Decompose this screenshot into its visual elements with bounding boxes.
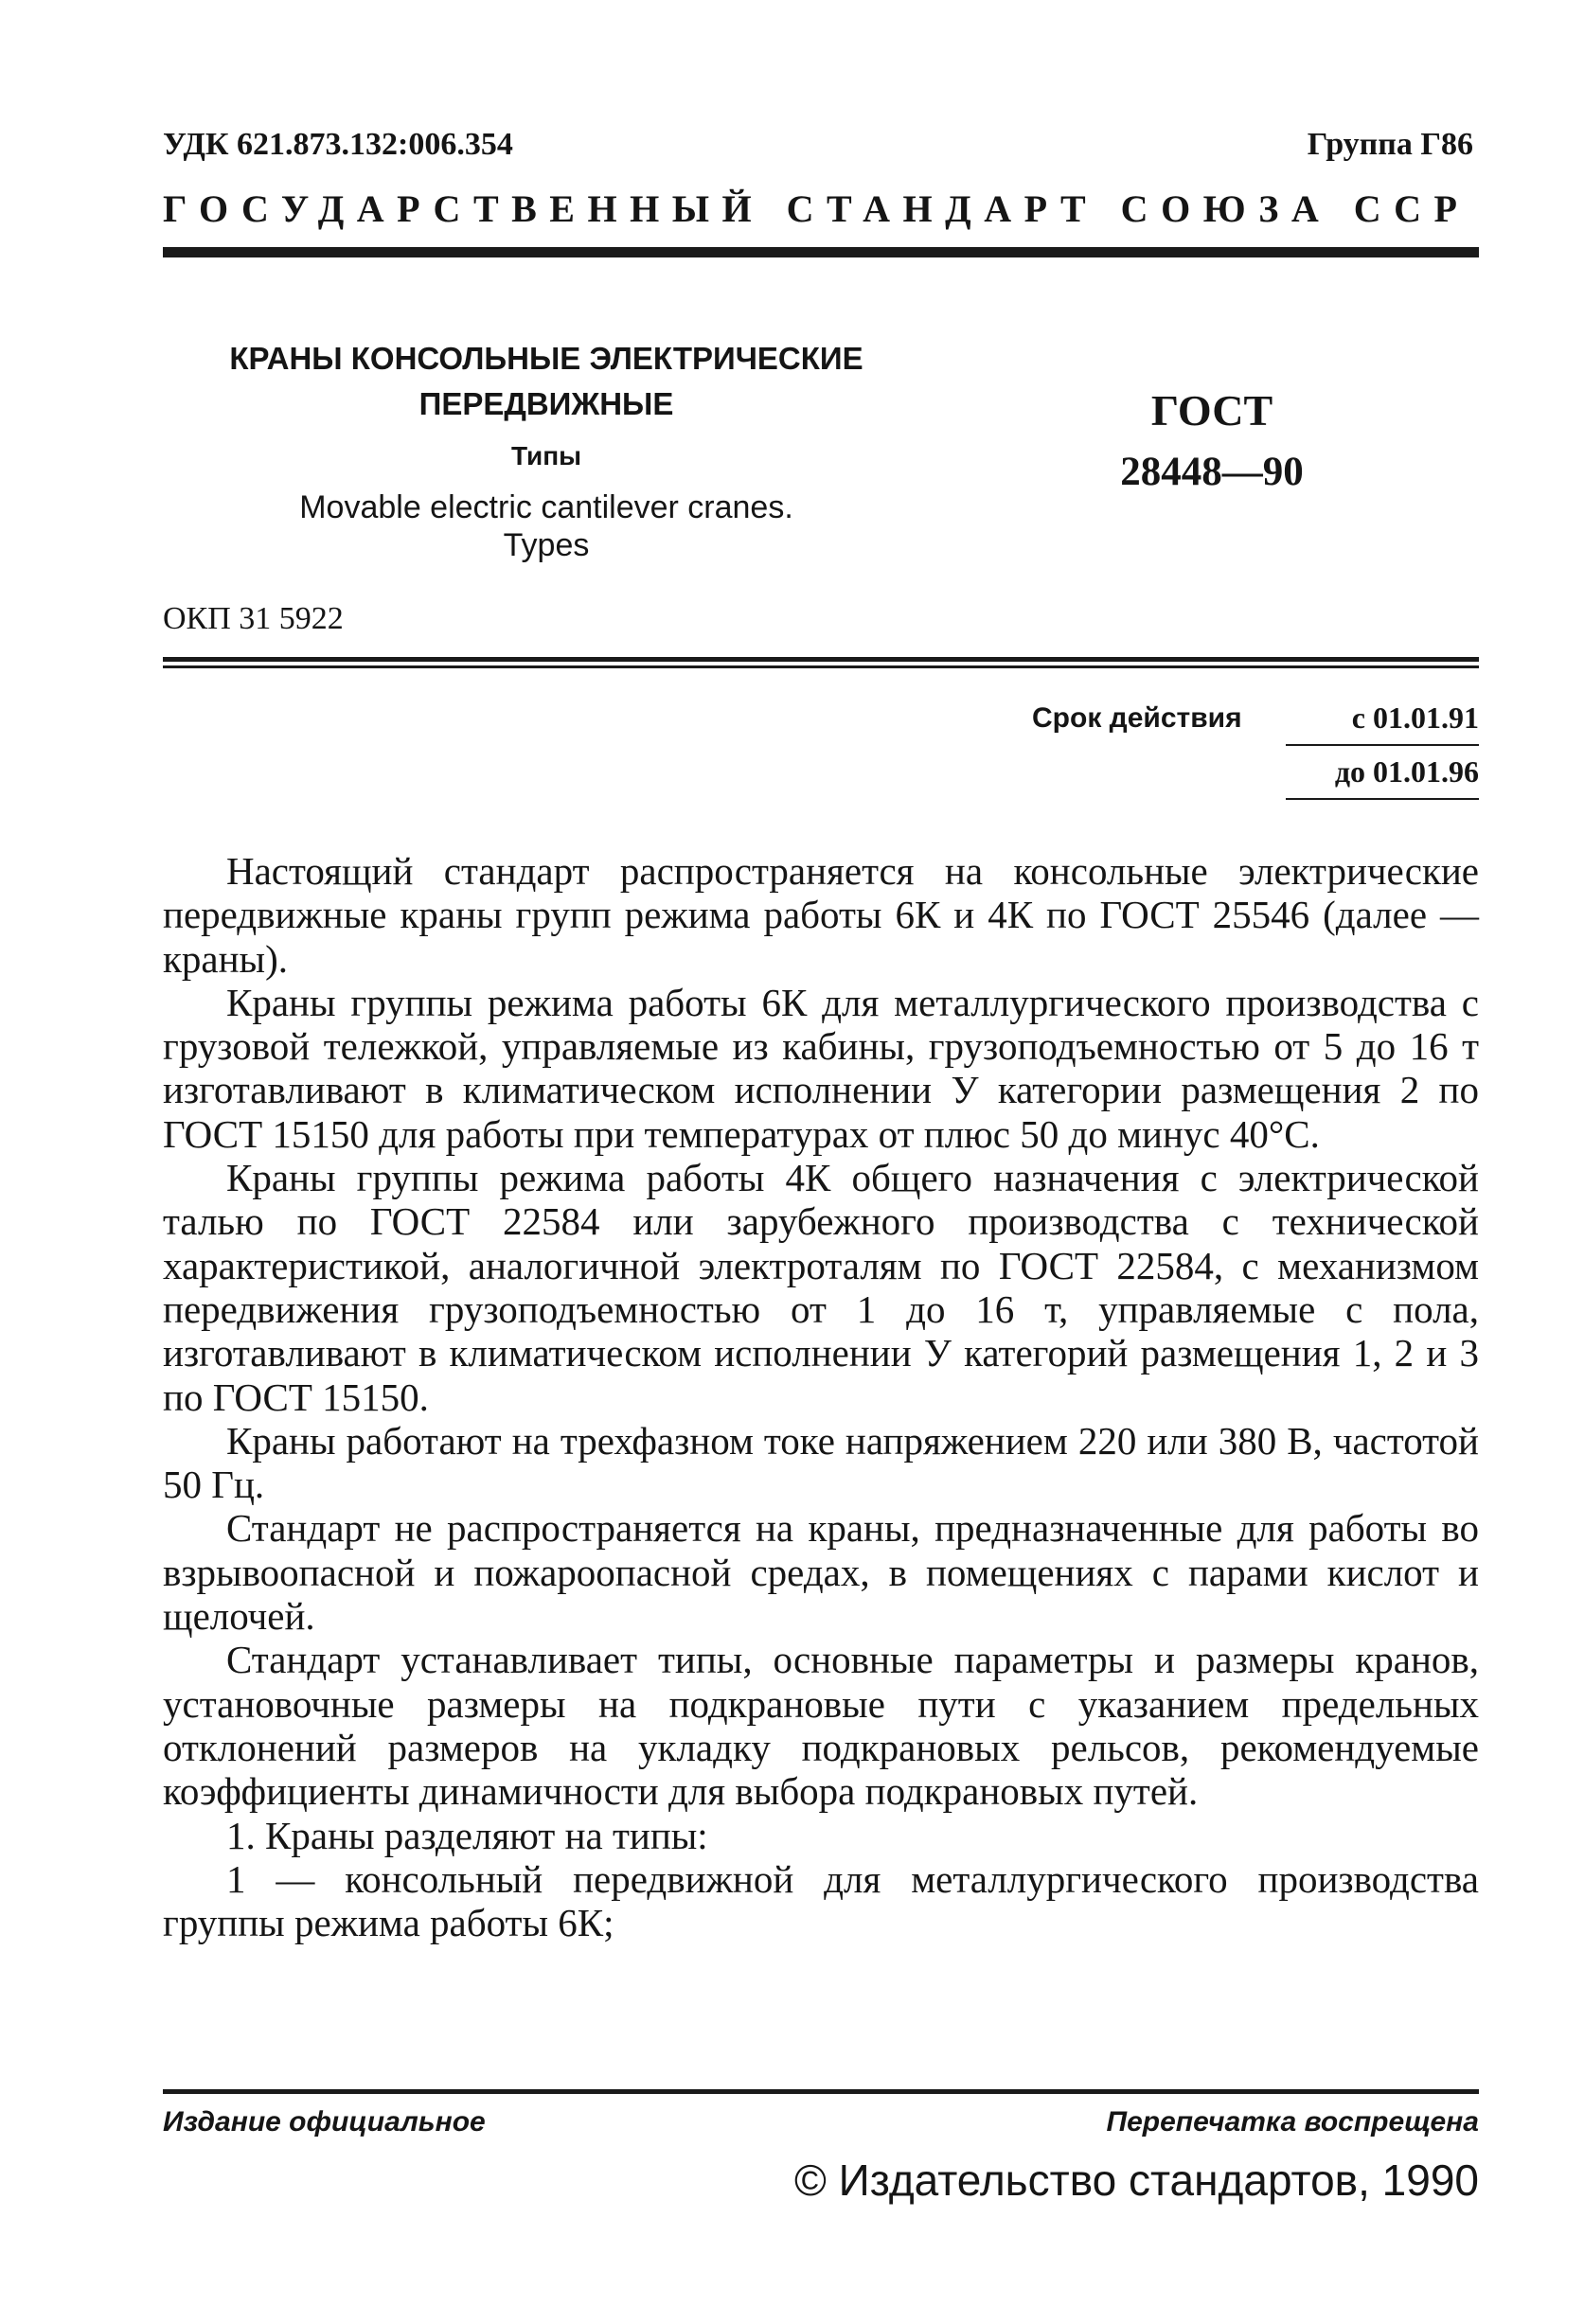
copyright-line [794,2155,1479,2206]
gost-number: 28448—90 [1120,450,1304,494]
english-title-line-1: Movable electric cantilever cranes. [299,489,793,525]
udk-code: УДК 621.873.132:006.354 [163,127,513,162]
section-rule-bottom [163,665,1479,668]
okp-code: ОКП 31 5922 [163,601,344,636]
paragraph-4k-cranes: Краны группы режима работы 4К общего назначения с электрической талью по ГОСТ 22584 или зарубежного производства с технической характеристикой, аналогичной электроталям по ГОСТ 22584, с механизмом передвижения грузоподъемностью от 1 до 16 т, управляемые с пола, изготавливают в климатическом исполнении У категорий размещения 1, 2 и 3 по ГОСТ 15150. [163,1156,1479,1419]
standard-title [163,336,930,427]
group-code: Группа Г86 [1307,127,1473,162]
validity-rule-1 [1286,744,1479,746]
title-line-1: КРАНЫ КОНСОЛЬНЫЕ ЭЛЕКТРИЧЕСКИЕ [229,341,863,376]
copyright-icon: © [793,2155,827,2205]
title-subtitle: Типы [510,441,582,470]
paragraph-exclusions: Стандарт не распространяется на краны, предназначенные для работы во взрывоопасной и пожароопасной средах, в помещениях с парами кислот и щелочей. [163,1506,1479,1639]
paragraph-6k-cranes: Краны группы режима работы 6К для металлургического производства с грузовой тележкой, управляемые из кабины, грузоподъемностью от 5 до 16 т изготавливают в климатическом исполнении У категории размещения 2 по ГОСТ 15150 для работы при температурах от плюс 50 до минус 40°С. [163,980,1479,1156]
header-rule [163,247,1479,257]
paragraph-scope: Настоящий стандарт распространяется на консольные электрические передвижные краны групп режима работы 6К и 4К по ГОСТ 25546 (далее — краны). [163,849,1479,981]
english-title [163,488,930,564]
gost-designation [1032,383,1392,506]
clause-1-type-1: 1 — консольный передвижной для металлургического производства группы режима работы 6К; [163,1856,1479,1945]
body-text [163,849,1479,1944]
official-edition: Издание официальное [163,2106,486,2138]
validity-from: с 01.01.91 [1351,701,1479,735]
paragraph-contents: Стандарт устанавливает типы, основные параметры и размеры кранов, установочные размеры на подкрановые пути с указанием предельных отклонений размеров на укладку подкрановых рельсов, рекомендуемые коэффициенты динамичности для выбора подкрановых путей. [163,1638,1479,1814]
validity-label: Срок действия [1032,702,1242,734]
footer-rule [163,2089,1479,2094]
section-rule-top [163,657,1479,662]
publisher-name: Издательство стандартов, 1990 [838,2155,1479,2205]
gost-label: ГОСТ [1150,386,1273,435]
english-title-line-2: Types [503,527,590,563]
clause-1-heading: 1. Краны разделяют на типы: [226,1813,708,1857]
title-line-2: ПЕРЕДВИЖНЫЕ [418,386,674,421]
validity-rule-2 [1286,798,1479,800]
paragraph-power-supply: Краны работают на трехфазном токе напряжением 220 или 380 В, частотой 50 Гц. [163,1418,1479,1507]
validity-to: до 01.01.96 [1334,754,1479,789]
reprint-prohibited: Перепечатка воспрещена [1106,2106,1479,2138]
state-standard-heading: ГОСУДАРСТВЕННЫЙ СТАНДАРТ СОЮЗА ССР [163,187,1470,230]
